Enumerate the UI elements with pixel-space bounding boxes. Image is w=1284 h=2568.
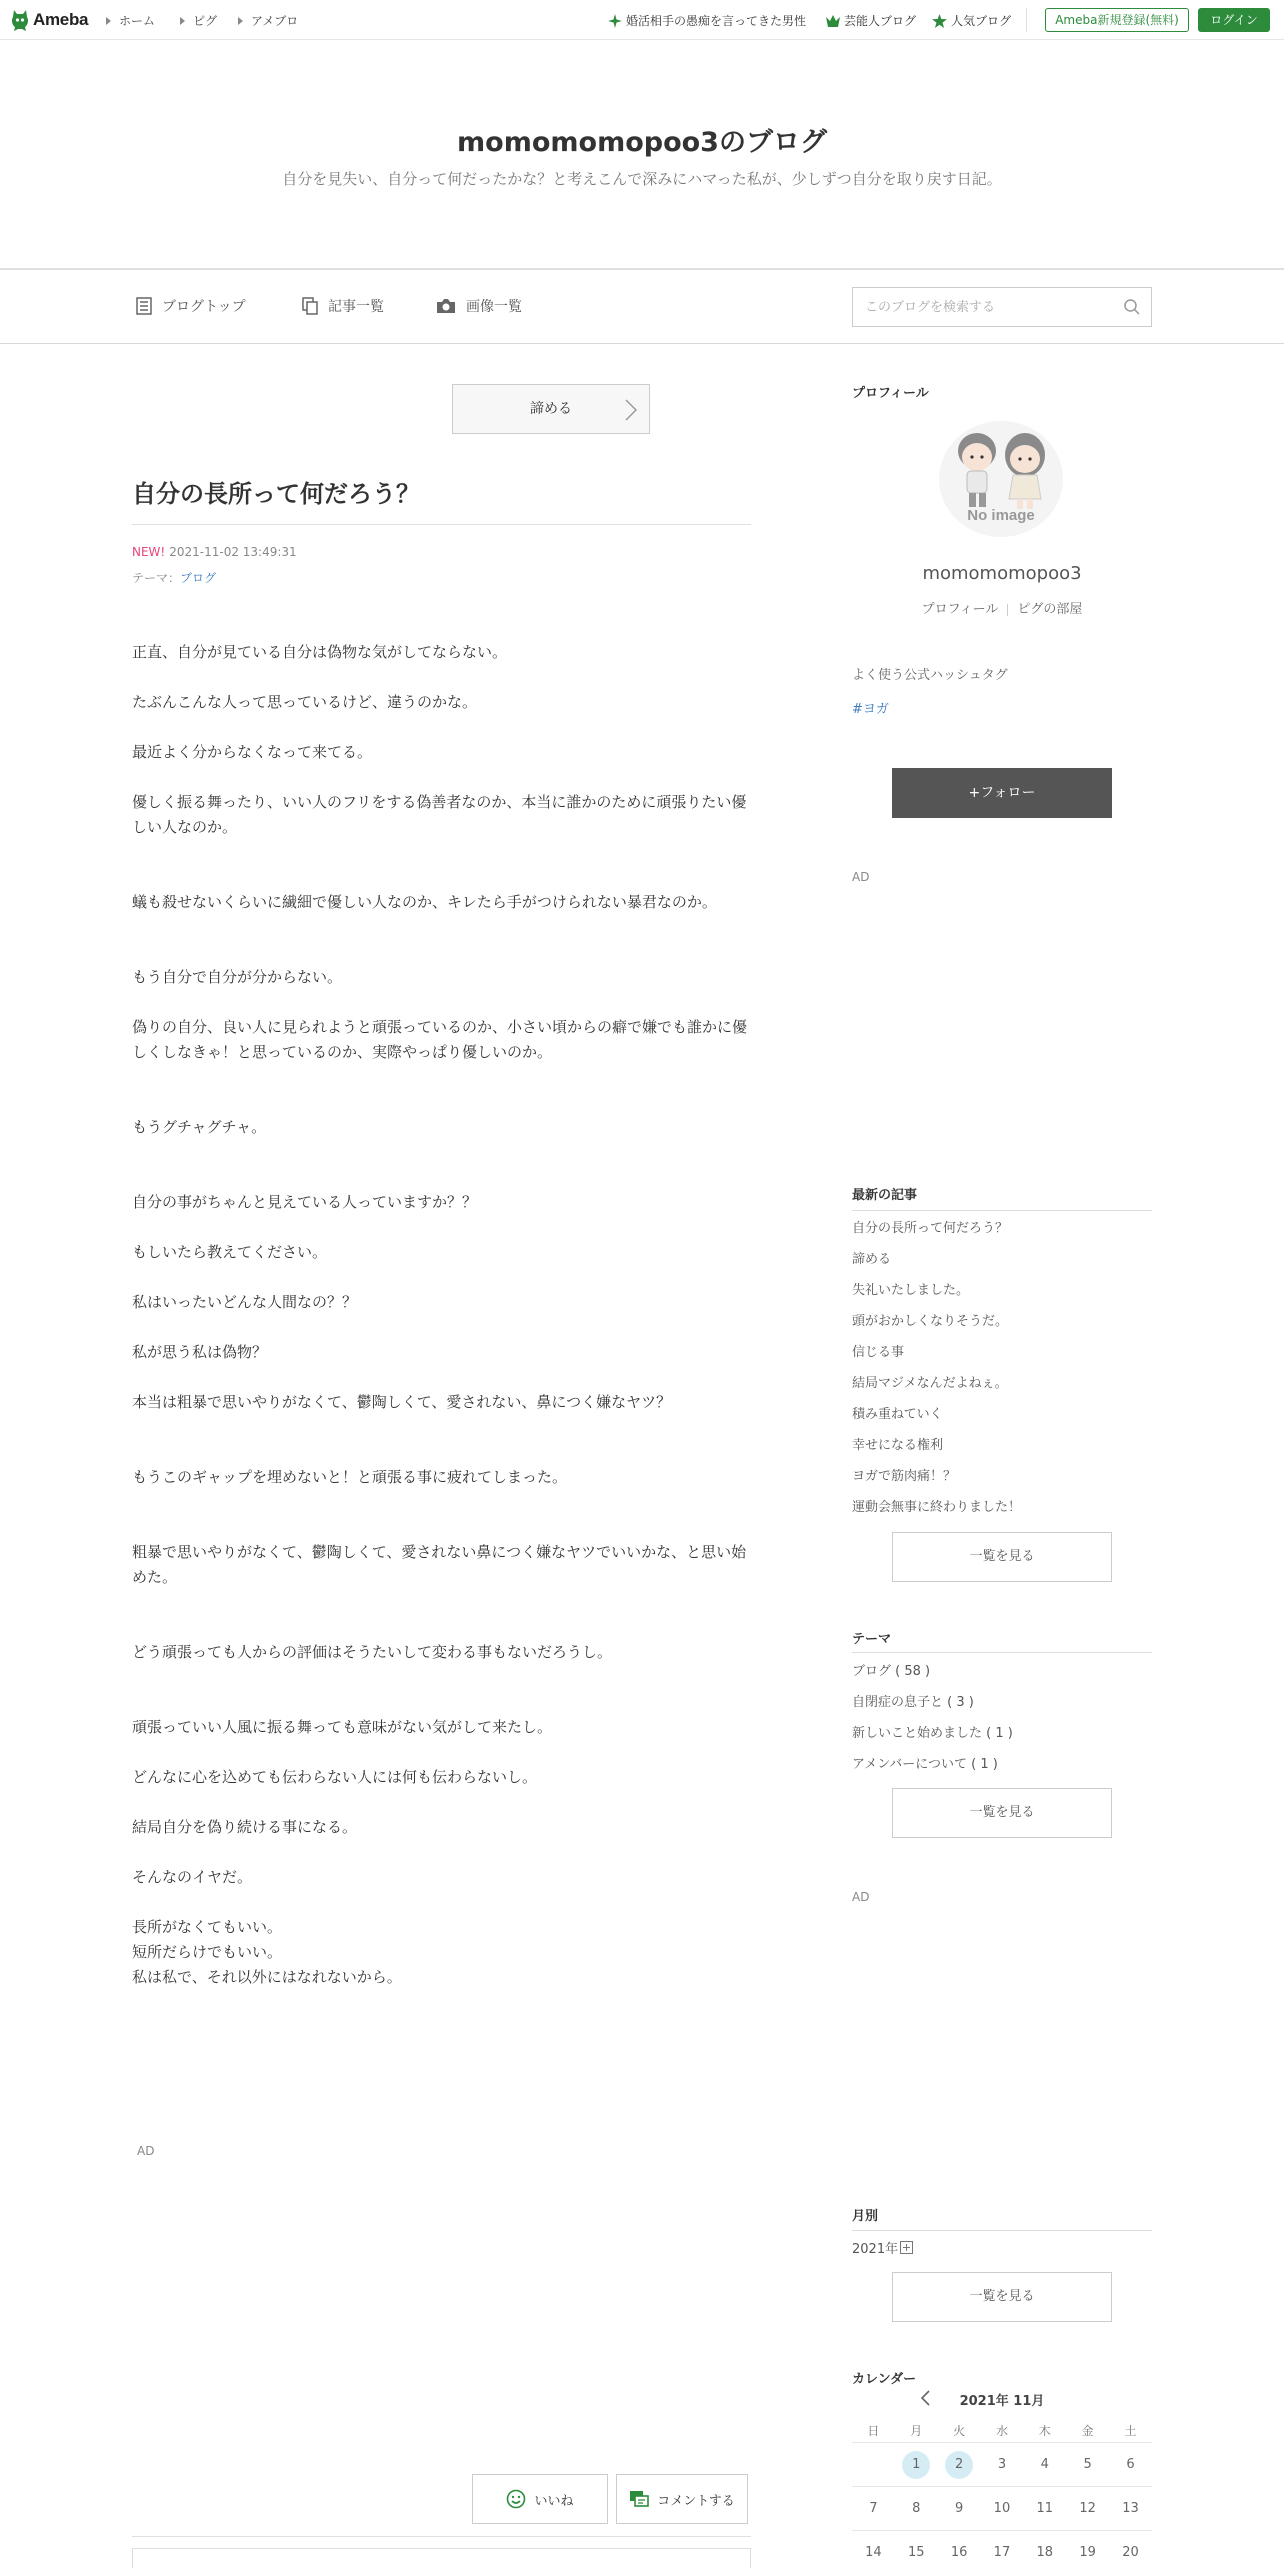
divider xyxy=(852,1652,1152,1653)
popular-blog-label: 人気ブログ xyxy=(951,14,1012,28)
theme-list-link[interactable]: ブログ ( 58 ) xyxy=(852,1664,931,1679)
divider xyxy=(1007,604,1008,616)
nav-image-list-label: 画像一覧 xyxy=(466,299,522,315)
theme-list-link[interactable]: 新しいこと始めました ( 1 ) xyxy=(852,1726,1013,1741)
entry-line: 短所だらけでもいい。 xyxy=(132,1943,283,1961)
weekday-label: 土 xyxy=(1124,2424,1137,2438)
entry-paragraph: 偽りの自分、良い人に見られようと頑張っているのか、小さい頃からの癖で嫌でも誰かに優しくしなきゃ！と思っているのか、実際やっぱり優しいのか。 xyxy=(132,1018,748,1061)
calendar-day: 16 xyxy=(950,2545,968,2560)
recent-entry-link[interactable]: 自分の長所って何だろう？ xyxy=(852,1221,1009,1236)
calendar-day-label: 2 xyxy=(945,2451,973,2479)
weekday-label: 金 xyxy=(1081,2424,1094,2438)
entry-line: 私は私で、それ以外にはなれないから。 xyxy=(132,1968,402,1986)
entry-line: 長所がなくてもいい。 xyxy=(132,1918,283,1936)
crown-icon xyxy=(826,15,840,27)
avatar[interactable] xyxy=(939,421,1063,537)
entry-paragraph: 自分の事がちゃんと見えている人っていますか？？ xyxy=(132,1193,478,1211)
recent-entry-link[interactable]: 結局マジメなんだよねぇ。 xyxy=(852,1376,1008,1391)
celebrity-blog-label: 芸能人ブログ xyxy=(844,14,917,28)
recent-heading: 最新の記事 xyxy=(852,1188,918,1203)
pigg-room-link[interactable]: ピグの部屋 xyxy=(1017,602,1083,617)
sparkle-icon xyxy=(608,14,622,28)
comment-icon xyxy=(629,2490,649,2508)
search-icon[interactable] xyxy=(1123,298,1141,320)
chevron-right-icon xyxy=(625,399,637,421)
ad-label: AD xyxy=(137,2144,155,2158)
ameba-logo[interactable] xyxy=(10,7,88,33)
entry-paragraph: そんなのイヤだ。 xyxy=(132,1868,253,1886)
theme-prefix: テーマ： xyxy=(132,571,181,585)
calendar-week-row xyxy=(852,2443,1152,2487)
hashtag-link[interactable]: #ヨガ xyxy=(852,702,889,717)
calendar-day: 9 xyxy=(954,2501,964,2516)
ameba-logo-text: Ameba xyxy=(33,10,89,29)
star-icon xyxy=(932,14,947,28)
ameba-logo-icon xyxy=(10,8,30,32)
calendar-day: 19 xyxy=(1079,2545,1096,2560)
new-badge: NEW! xyxy=(132,545,166,559)
entry-paragraph: 最近よく分からなくなって来てる。 xyxy=(132,743,373,761)
topnav-home[interactable] xyxy=(106,12,155,29)
nav-blog-top-label: ブログトップ xyxy=(162,299,246,315)
calendar-day: 3 xyxy=(997,2457,1007,2472)
nav-blog-top[interactable] xyxy=(136,296,246,316)
popular-blog-link[interactable] xyxy=(932,12,1011,29)
weekday-label: 水 xyxy=(995,2424,1008,2438)
theme-heading: テーマ xyxy=(852,1632,892,1647)
calendar-week-row xyxy=(852,2487,1152,2531)
entry-paragraph: 頑張っていい人風に振る舞っても意味がない気がして来たし。 xyxy=(132,1718,553,1736)
blog-nav xyxy=(0,272,1284,344)
entry-paragraph: 優しく振る舞ったり、いい人のフリをする偽善者なのか、本当に誰かのために頑張りたい優しい人なのか。 xyxy=(132,793,747,836)
theme-more-button[interactable]: 一覧を見る xyxy=(892,1788,1112,1838)
trending-topic-label: 婚活相手の愚痴を言ってきた男性 xyxy=(626,14,807,28)
entry-theme xyxy=(132,569,216,586)
calendar-heading: カレンダー xyxy=(852,2372,917,2387)
weekday-label: 木 xyxy=(1038,2424,1051,2438)
entry-paragraph: どう頑張っても人からの評価はそうたいして変わる事もないだろうし。 xyxy=(132,1643,613,1661)
celebrity-blog-link[interactable] xyxy=(826,12,916,29)
global-header xyxy=(0,0,1284,40)
calendar-title: 2021年 11月 xyxy=(959,2394,1045,2409)
previous-entry-label: 諦める xyxy=(530,401,572,417)
theme-list xyxy=(852,1660,1152,1784)
ad-label: AD xyxy=(852,870,870,884)
signup-button[interactable]: Ameba新規登録(無料) xyxy=(1045,8,1189,32)
entry-paragraph: 結局自分を偽り続ける事になる。 xyxy=(132,1818,358,1836)
calendar-day: 6 xyxy=(1126,2457,1135,2472)
like-label: いいね xyxy=(534,2493,574,2509)
theme-list-link[interactable]: 自閉症の息子と ( 3 ) xyxy=(852,1695,974,1710)
triangle-icon xyxy=(238,17,243,25)
calendar-day: 4 xyxy=(1040,2457,1049,2472)
blog-header xyxy=(0,40,1284,270)
calendar-day: 18 xyxy=(1036,2545,1054,2560)
monthly-more-button[interactable]: 一覧を見る xyxy=(892,2272,1112,2322)
camera-icon xyxy=(436,298,456,314)
monthly-year-label: 2021年 xyxy=(852,2242,899,2257)
calendar-day xyxy=(852,2443,895,2486)
previous-entry-button[interactable] xyxy=(452,384,650,434)
topnav-pigg-label: ピグ xyxy=(193,14,218,28)
calendar-day: 15 xyxy=(907,2545,925,2560)
document-icon xyxy=(136,297,152,315)
recent-entry-link[interactable]: 信じる事 xyxy=(852,1345,905,1360)
like-button[interactable] xyxy=(472,2474,608,2524)
no-image-text: No image xyxy=(967,507,1035,524)
profile-links xyxy=(852,598,1152,617)
recent-entry-link[interactable]: 失礼いたしました。 xyxy=(852,1283,970,1298)
blog-description: 自分を見失い、自分って何だったかな？と考えこんで深みにハマった私が、少しずつ自分を取り戻す日記。 xyxy=(282,170,1002,188)
recent-entry-link[interactable]: ヨガで筋肉痛！？ xyxy=(852,1469,957,1484)
calendar-day: 8 xyxy=(912,2501,921,2516)
login-button[interactable]: ログイン xyxy=(1198,8,1270,32)
calendar-week-row xyxy=(852,2531,1152,2568)
calendar-day: 11 xyxy=(1036,2501,1054,2516)
entry-paragraph: 私が思う私は偽物？ xyxy=(132,1343,268,1361)
calendar-day-with-entry[interactable] xyxy=(938,2443,981,2486)
calendar-day: 10 xyxy=(993,2501,1011,2516)
entry-paragraph: たぶんこんな人って思っているけど、違うのかな。 xyxy=(132,693,478,711)
recent-list xyxy=(852,1217,1152,1527)
divider xyxy=(132,2536,751,2537)
nav-entry-list-label: 記事一覧 xyxy=(328,299,384,315)
hashtag-heading: よく使う公式ハッシュタグ xyxy=(852,668,1008,683)
profile-name[interactable]: momomomopoo3 xyxy=(922,563,1082,584)
triangle-icon xyxy=(106,17,111,25)
calendar-day: 20 xyxy=(1122,2545,1139,2560)
profile-link[interactable]: プロフィール xyxy=(921,602,999,617)
entry-paragraph: どんなに心を込めても伝わらない人には何も伝わらないし。 xyxy=(132,1768,538,1786)
calendar-day: 14 xyxy=(865,2545,882,2560)
entry-meta xyxy=(132,545,297,559)
weekday-label: 火 xyxy=(953,2424,966,2438)
follow-button[interactable]: +フォロー xyxy=(892,768,1112,818)
entry-datetime: 2021-11-02 13:49:31 xyxy=(169,545,297,559)
recent-entry-link[interactable]: 幸せになる権利 xyxy=(852,1438,944,1453)
calendar-day: 17 xyxy=(993,2545,1011,2560)
recent-entry-link[interactable]: 頭がおかしくなりそうだ。 xyxy=(852,1314,1009,1329)
blog-search xyxy=(852,287,1152,327)
recent-entry-link[interactable]: 諦める xyxy=(852,1252,892,1267)
comment-label: コメントする xyxy=(657,2493,735,2509)
divider xyxy=(852,2230,1152,2231)
nav-entry-list[interactable] xyxy=(302,296,384,316)
entry-paragraph: 蟻も殺せないくらいに繊細で優しい人なのか、キレたら手がつけられない暴君なのか。 xyxy=(132,893,717,911)
smile-icon xyxy=(506,2489,526,2509)
weekday-label: 日 xyxy=(867,2424,880,2438)
entry-body xyxy=(132,640,751,1990)
topnav-pigg[interactable] xyxy=(180,12,217,29)
calendar-day: 5 xyxy=(1083,2457,1092,2472)
entry-paragraph: もしいたら教えてください。 xyxy=(132,1243,328,1261)
recent-more-button[interactable]: 一覧を見る xyxy=(892,1532,1112,1582)
divider xyxy=(132,524,751,525)
comment-button[interactable] xyxy=(616,2474,748,2524)
entry-paragraph: 粗暴で思いやりがなくて、鬱陶しくて、愛されない鼻につく嫌なヤツでいいかな、と思い始めた。 xyxy=(132,1543,747,1586)
entry-paragraph: 正直、自分が見ている自分は偽物な気がしてならない。 xyxy=(132,643,508,661)
entry-paragraph: 本当は粗暴で思いやりがなくて、鬱陶しくて、愛されない、鼻につく嫌なヤツ？ xyxy=(132,1393,672,1411)
nav-image-list[interactable] xyxy=(436,296,522,316)
theme-link[interactable]: ブログ xyxy=(180,571,217,585)
topnav-ameblo-label: アメブロ xyxy=(251,14,299,28)
entry-title: 自分の長所って何だろう？ xyxy=(132,480,420,508)
topnav-ameblo[interactable] xyxy=(238,12,298,29)
recent-entry-link[interactable]: 積み重ねていく xyxy=(852,1407,943,1422)
ad-label: AD xyxy=(852,1890,870,1904)
profile-heading: プロフィール xyxy=(852,386,929,401)
entry-paragraph: もうグチャグチャ。 xyxy=(132,1118,267,1136)
entry-paragraph: もうこのギャップを埋めないと！と頑張る事に疲れてしまった。 xyxy=(132,1468,568,1486)
calendar-day: 12 xyxy=(1079,2501,1096,2516)
calendar-day-label: 1 xyxy=(902,2451,930,2479)
entry-paragraph: もう自分で自分が分からない。 xyxy=(132,968,343,986)
divider xyxy=(852,1210,1152,1211)
monthly-heading: 月別 xyxy=(852,2209,879,2224)
recent-entry-link[interactable]: 運動会無事に終わりました！ xyxy=(852,1500,1022,1515)
trending-topic-link[interactable] xyxy=(608,12,806,29)
entry-footer-box xyxy=(132,2548,751,2568)
topnav-home-label: ホーム xyxy=(119,14,156,28)
search-input[interactable] xyxy=(853,288,1113,326)
monthly-year-toggle[interactable] xyxy=(852,2238,913,2257)
chevron-left-icon[interactable] xyxy=(920,2390,930,2410)
blog-title[interactable]: momomomopoo3のブログ xyxy=(457,127,827,158)
calendar-day: 13 xyxy=(1122,2501,1139,2516)
plus-box-icon xyxy=(900,2241,913,2254)
divider xyxy=(1026,8,1027,32)
calendar-weekday-row xyxy=(852,2419,1152,2443)
triangle-icon xyxy=(180,17,185,25)
weekday-label: 月 xyxy=(910,2424,923,2438)
calendar-day: 7 xyxy=(869,2501,878,2516)
calendar-day-with-entry[interactable] xyxy=(895,2443,938,2486)
theme-list-link[interactable]: アメンバーについて ( 1 ) xyxy=(852,1757,998,1772)
copy-icon xyxy=(302,297,318,315)
entry-paragraph: 私はいったいどんな人間なの？？ xyxy=(132,1293,358,1311)
calendar-grid xyxy=(852,2419,1152,2568)
